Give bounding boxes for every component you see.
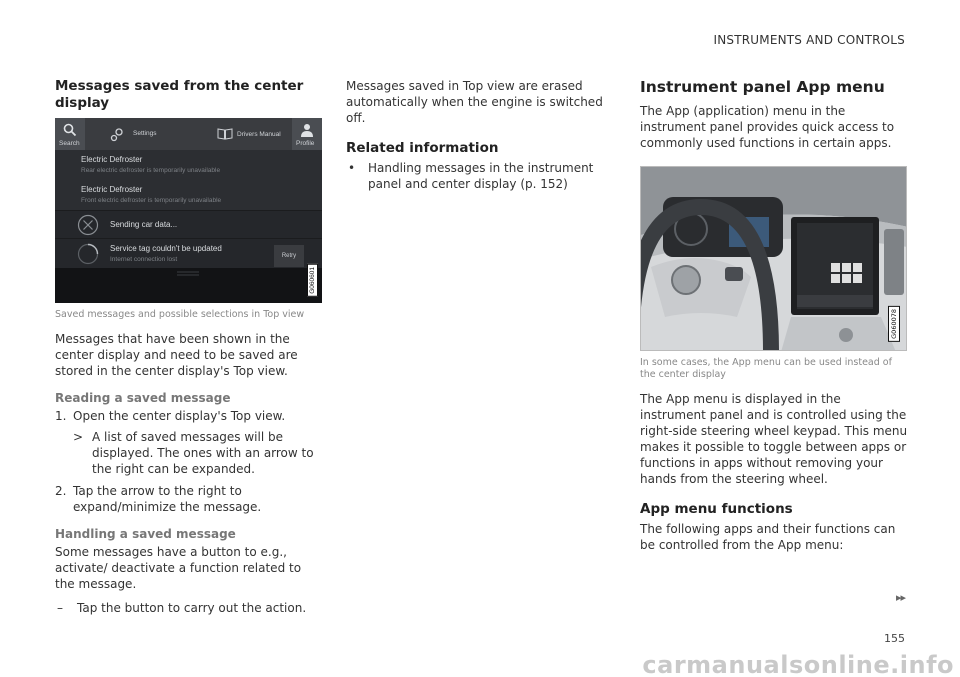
column-right	[640, 78, 908, 553]
search-icon	[63, 123, 77, 137]
close-circle-icon	[77, 214, 99, 236]
app-menu-intro: The App (application) menu in the instrument panel provides quick access to commonly used functions in certain apps.	[640, 104, 895, 150]
sending-data-row	[55, 211, 322, 238]
column-left	[55, 78, 322, 616]
heading-handling: Handling a saved message	[55, 527, 236, 541]
cockpit-figure	[640, 166, 907, 351]
profile-tab-label: Profile	[296, 140, 315, 147]
step-result-text: A list of saved messages will be displayed. The ones with an arrow to the right can be expanded.	[92, 430, 314, 476]
gear-icon	[109, 127, 125, 143]
heading-functions: App menu functions	[640, 501, 793, 517]
figure-caption: Saved messages and possible selections in Top view	[55, 309, 305, 320]
drivers-manual-tab-label: Drivers Manual	[237, 131, 281, 138]
erase-paragraph: Messages saved in Top view are erased automatically when the engine is switched off.	[346, 79, 603, 125]
step-result: > A list of saved messages will be displayed. The ones with an arrow to the right can be expanded.	[73, 429, 322, 477]
saved-message	[55, 150, 322, 180]
list-item: – Tap the button to carry out the action.	[57, 601, 307, 615]
heading-saved-messages: Messages saved from the center display	[55, 78, 304, 111]
center-display-figure	[55, 118, 322, 303]
settings-tab-label: Settings	[133, 130, 157, 137]
step-text: Tap the arrow to the right to expand/minimize the message.	[73, 484, 262, 514]
handling-paragraph: Some messages have a button to e.g., activate/ deactivate a function related to the message.	[55, 545, 302, 591]
page-number: 155	[884, 632, 905, 645]
message-detail: Rear electric defroster is temporarily unavailable	[81, 167, 221, 174]
book-icon	[217, 128, 233, 140]
profile-tab	[292, 118, 322, 150]
step: 2. Tap the arrow to the right to expand/minimize the message.	[55, 483, 322, 515]
step: 1. Open the center display's Top view.	[55, 409, 286, 423]
figure-code: G060078	[888, 306, 900, 342]
continue-arrow-icon: ▸▸	[895, 591, 905, 604]
functions-paragraph: The following apps and their functions can be controlled from the App menu:	[640, 522, 896, 552]
row-detail: Internet connection lost	[110, 256, 178, 263]
column-middle	[346, 78, 614, 192]
search-tab	[55, 118, 85, 150]
intro-paragraph: Messages that have been shown in the center display and need to be saved are stored in the center display's Top view.	[55, 332, 298, 378]
display-bottom-area	[55, 268, 322, 303]
list-item: • Handling messages in the instrument panel and center display (p. 152)	[346, 160, 614, 192]
section-header: INSTRUMENTS AND CONTROLS	[713, 33, 905, 47]
step-text: Open the center display's Top view.	[73, 409, 286, 423]
steering-wheel-illustration	[641, 167, 907, 351]
settings-tab	[85, 118, 215, 150]
drivers-manual-tab	[215, 118, 292, 150]
reading-steps	[55, 408, 322, 424]
person-icon	[301, 123, 313, 137]
heading-app-menu: Instrument panel App menu	[640, 78, 885, 96]
display-top-bar	[55, 118, 322, 150]
search-tab-label: Search	[59, 140, 80, 147]
figure-code: G060601	[307, 264, 318, 297]
message-title: Electric Defroster	[81, 155, 143, 164]
saved-message	[55, 180, 322, 210]
handling-actions	[55, 600, 322, 616]
service-tag-row	[55, 239, 322, 268]
row-title: Sending car data...	[110, 220, 178, 229]
retry-button: Retry	[274, 245, 304, 267]
app-menu-body: The App menu is displayed in the instrument panel and is controlled using the right-side steering wheel keypad. This menu makes it possible to toggle between apps or functions in apps without removing your hands from the steering wheel.	[640, 392, 908, 486]
figure-caption: In some cases, the App menu can be used instead of the center display	[640, 357, 892, 380]
action-text: Tap the button to carry out the action.	[77, 601, 307, 615]
related-link[interactable]: Handling messages in the instrument panel and center display (p. 152)	[368, 161, 594, 191]
reading-steps-2	[55, 483, 322, 515]
heading-reading: Reading a saved message	[55, 391, 231, 405]
message-detail: Front electric defroster is temporarily unavailable	[81, 197, 222, 204]
heading-related: Related information	[346, 140, 499, 156]
row-title: Service tag couldn't be updated	[110, 244, 222, 253]
related-list	[346, 160, 614, 192]
watermark: carmanualsonline.info	[642, 651, 954, 677]
handle-icon	[177, 271, 199, 277]
message-title: Electric Defroster	[81, 185, 143, 194]
loading-ring-icon	[77, 243, 99, 265]
